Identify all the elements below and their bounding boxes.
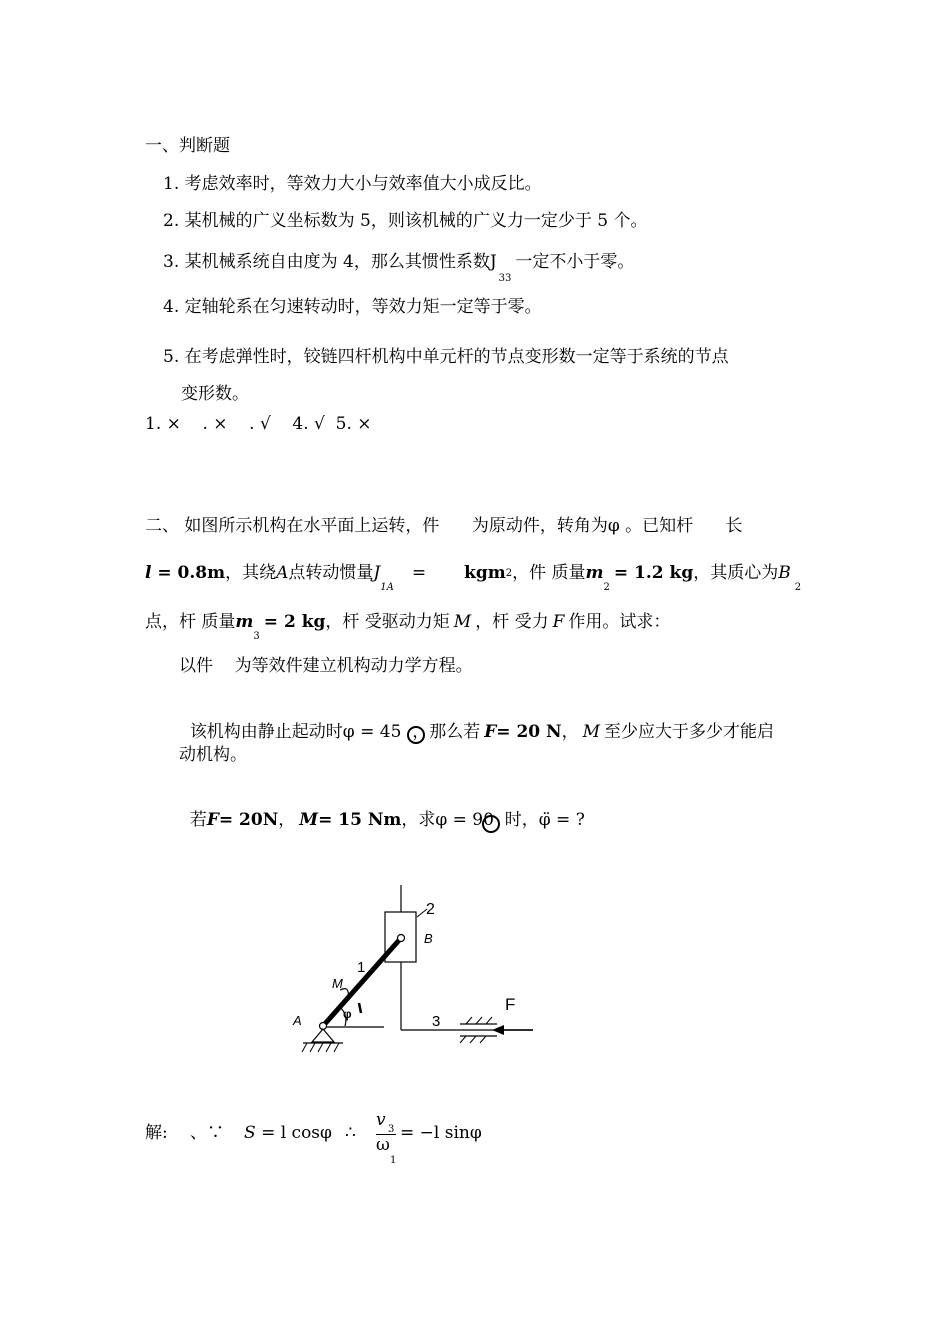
statement-3-text: 3. 某机械系统自由度为 4，那么其惯性系数J: [163, 252, 497, 272]
var-m3: m: [235, 612, 254, 632]
var-M: M: [582, 722, 600, 742]
question-3: [179, 790, 585, 830]
var-l: l: [145, 563, 152, 583]
var-J: J: [373, 563, 381, 583]
label-2: 2: [426, 901, 435, 918]
guide-hatch-lower: [460, 1036, 486, 1043]
statement-5: 5. 在考虑弹性时，铰链四杆机构中单元杆的节点变形数一定等于系统的节点: [163, 347, 729, 367]
var-m: m: [585, 563, 604, 583]
m3-subscript: 3: [253, 631, 260, 642]
var-M: M: [453, 612, 472, 632]
mass-2-value: = 1.2 kg: [613, 563, 694, 583]
force-arrowhead-icon: [492, 1025, 504, 1035]
question-2-continued: 动机构。: [179, 745, 247, 765]
statement-1: 1. 考虑效率时，等效力大小与效率值大小成反比。: [163, 174, 542, 194]
label-F: F: [505, 995, 516, 1014]
equation-2-rhs: = −l sinφ: [400, 1123, 482, 1143]
statement-4: 4. 定轴轮系在匀速转动时，等效力矩一定等于零。: [163, 297, 542, 317]
text: 点转动惯量: [288, 563, 374, 583]
question-2: [179, 702, 774, 742]
equation-1: [244, 1123, 332, 1143]
degree-ring-icon: [407, 726, 425, 744]
text: ，: [561, 722, 579, 742]
section1-heading: 一、判断题: [145, 136, 230, 156]
statement-2: 2. 某机械的广义坐标数为 5，则该机械的广义力一定少于 5 个。: [163, 211, 648, 231]
var-M: M: [299, 810, 319, 830]
statement-3: [163, 252, 635, 284]
guide-hatch-upper: [466, 1017, 492, 1024]
problem-line-3: [145, 612, 671, 642]
force-value: = 20N: [218, 810, 279, 830]
label-B: B: [424, 931, 433, 946]
text: 点，杆 质量: [145, 612, 236, 632]
label-1: 1: [357, 959, 366, 976]
degree-ring-icon: [482, 815, 500, 833]
label-A: A: [293, 1013, 302, 1028]
var-F: F: [552, 612, 565, 632]
force-value: = 20 N: [496, 722, 562, 742]
ground-hatch-A: [302, 1043, 339, 1052]
text: ，其质心为: [693, 563, 779, 583]
J-subscript: 1A: [380, 582, 394, 593]
fraction-numerator: v: [376, 1110, 386, 1130]
fraction-denominator: ω: [376, 1135, 390, 1155]
text: 至少应大于多少才能启: [604, 722, 774, 742]
pivot-support: [312, 1029, 334, 1042]
var-F: F: [484, 722, 497, 742]
unit-exponent: 2: [505, 568, 513, 579]
text: ，杆 受驱动力矩: [325, 612, 450, 632]
numerator-subscript: 3: [388, 1124, 395, 1135]
statement-5-continued: 变形数。: [181, 384, 249, 404]
therefore-symbol: ∴: [345, 1123, 356, 1143]
equals: =: [411, 563, 427, 583]
text: 若: [189, 810, 207, 830]
question-1: 以件 为等效件建立机构动力学方程。: [179, 656, 473, 676]
text: ，: [278, 810, 296, 830]
statement-3-tail: 一定不小于零。: [515, 252, 635, 272]
solution-mark: 、∵: [190, 1123, 224, 1143]
problem-intro-line: 二、 如图所示机构在水平面上运转，件 为原动件，转角为φ 。已知杆 长: [145, 516, 743, 536]
mechanism-diagram: [280, 880, 550, 1065]
var-F: F: [206, 810, 219, 830]
label-phi: φ: [343, 1007, 352, 1021]
m-subscript: 2: [603, 582, 610, 593]
joint-B: [398, 935, 405, 942]
length-value: = 0.8m: [151, 563, 226, 583]
fraction: [376, 1110, 397, 1166]
text: ，件 质量: [512, 563, 586, 583]
statement-3-subscript: 33: [498, 273, 512, 284]
text: 该机构由静止起动时φ = 45 ，那么若: [189, 722, 481, 742]
B-subscript: 2: [794, 582, 802, 593]
text: ，其绕: [225, 563, 277, 583]
mass-3-value: = 2 kg: [263, 612, 326, 632]
equation-1-rhs: = l cosφ: [261, 1123, 332, 1143]
answer-key: 1. × . × . √ 4. √ 5. ×: [145, 414, 372, 434]
var-S: S: [244, 1123, 256, 1143]
text: ，求φ = 90 时，φ̈ = ?: [401, 810, 585, 830]
var-A: A: [276, 563, 289, 583]
text: 作用。试求：: [568, 612, 671, 632]
rotation-arrow-icon: [359, 1003, 361, 1013]
var-B: B: [778, 563, 791, 583]
moment-value: = 15 Nm: [318, 810, 402, 830]
label-3: 3: [432, 1013, 441, 1030]
problem-line-2: [145, 563, 802, 593]
unit-kgm: kgm: [464, 563, 506, 583]
denominator-subscript: 1: [390, 1155, 397, 1166]
solution-heading: 解:: [145, 1123, 168, 1143]
text: ，杆 受力: [475, 612, 549, 632]
label-M: M: [332, 976, 343, 991]
